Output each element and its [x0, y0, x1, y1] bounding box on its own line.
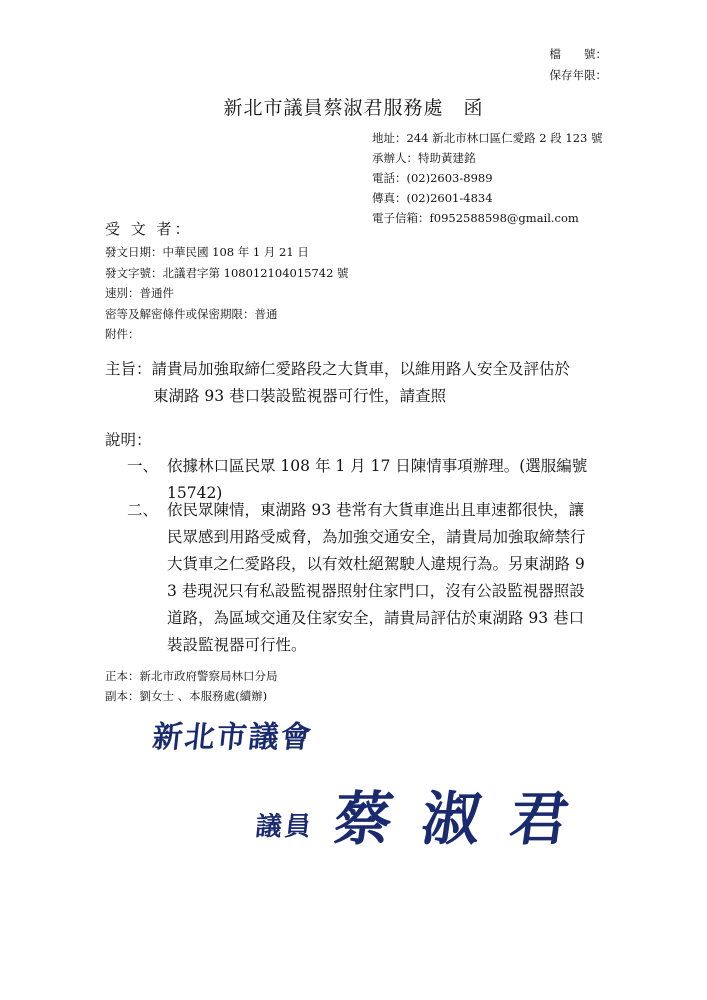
subject-line-2: 東湖路 93 巷口裝設監視器可行性，請查照 — [153, 387, 447, 405]
contact-phone: 電話：(02)2603-8989 — [372, 171, 493, 185]
item-line: 大貨車之仁愛路段，以有效杜絕駕駛人違規行為。另東湖路 9 — [167, 555, 585, 573]
subject-line-1: 主旨：請貴局加強取締仁愛路段之大貨車，以維用路人安全及評估於 — [105, 360, 571, 378]
document-title: 新北市議員蔡淑君服務處 函 — [223, 97, 484, 119]
item-line: 民眾感到用路受威脅，為加強交通安全，請貴局加強取締禁行 — [167, 528, 586, 546]
item-line: 3 巷現況只有私設監視器照射住家門口，沒有公設監視器照設 — [167, 582, 585, 600]
attachment-label: 附件： — [105, 327, 140, 341]
item-line: 15742) — [167, 484, 223, 502]
council-seal-text: 新北市議會 — [150, 720, 315, 755]
distribution-block — [105, 666, 278, 706]
councilor-name-seal: 蔡淑君 — [329, 785, 604, 853]
contact-email: 電子信箱：f0952588598@gmail.com — [372, 211, 579, 225]
item-line: 依民眾陳情，東湖路 93 巷常有大貨車進出且車速都很快，讓 — [167, 501, 585, 519]
contact-address: 地址：244 新北市林口區仁愛路 2 段 123 號 — [372, 131, 603, 145]
contact-handler: 承辦人：特助黃建銘 — [372, 151, 476, 165]
item-line: 道路，為區域交通及住家安全，請貴局評估於東湖路 93 巷口 — [167, 609, 585, 627]
file-meta — [550, 44, 608, 86]
explanation-label: 說明： — [105, 431, 152, 449]
dispatch-number: 發文字號：北議君字第 108012104015742 號 — [105, 265, 349, 280]
dispatch-meta — [105, 242, 349, 345]
explanation-item-2 — [127, 497, 627, 667]
recipient-label: 受 文 者： — [105, 220, 193, 238]
item-number: 一、 — [127, 457, 159, 475]
original-recipient: 正本：新北市政府警察局林口分局 — [105, 669, 278, 683]
secrecy-level: 密等及解密條件或保密期限：普通 — [105, 306, 278, 321]
retention-label: 保存年限： — [549, 68, 607, 82]
contact-fax: 傳真：(02)2601-4834 — [372, 191, 493, 205]
subject-block — [105, 356, 570, 410]
contact-block — [372, 128, 603, 228]
councilor-title-seal: 議員 — [254, 812, 316, 842]
file-number-label: 檔 號： — [549, 47, 607, 61]
copy-recipient: 副本：劉女士 、本服務處(續辦) — [105, 689, 268, 703]
item-line: 裝設監視器可行性。 — [167, 636, 307, 654]
item-line: 依據林口區民眾 108 年 1 月 17 日陳情事項辦理。(選服編號 — [167, 457, 588, 475]
dispatch-date: 發文日期：中華民國 108 年 1 月 21 日 — [105, 245, 309, 259]
item-number: 二、 — [127, 501, 159, 519]
delivery-speed: 速別：普通件 — [105, 286, 174, 300]
